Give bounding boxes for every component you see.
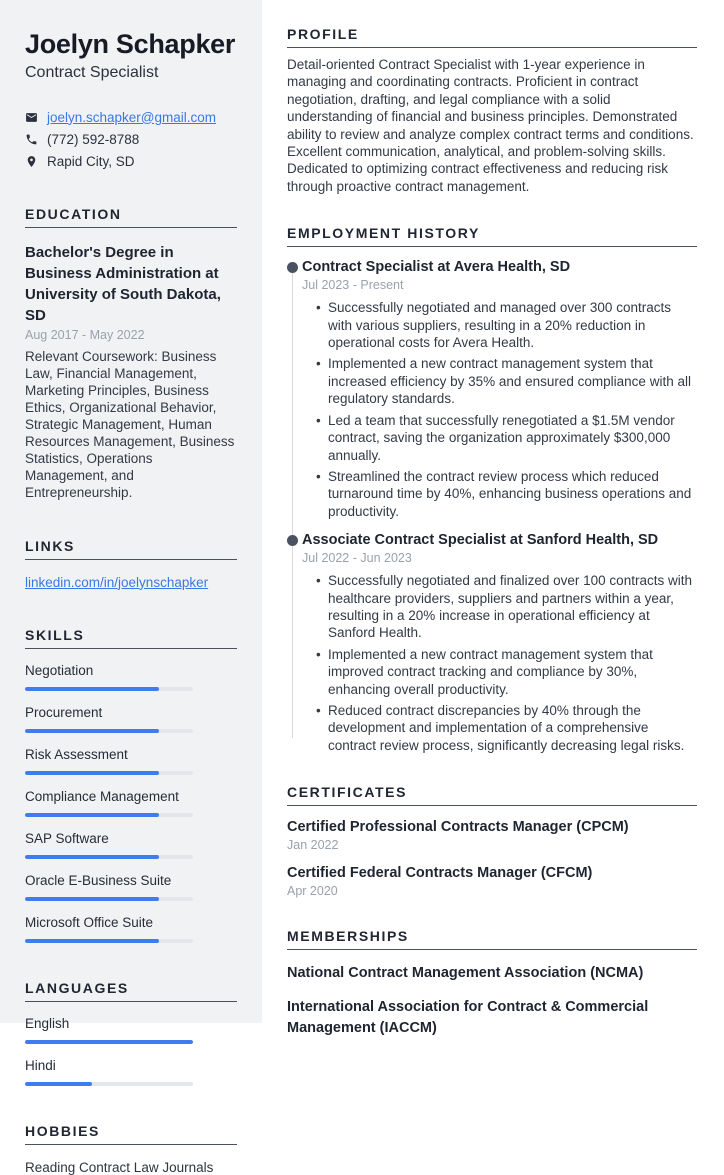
phone-number: (772) 592-8788 [47, 131, 140, 147]
job-bullet: • Implemented a new contract management system that increased efficiency by 35% and ensured compliance with all regulatory standards. [328, 355, 697, 407]
language-item [25, 1058, 237, 1086]
certificate-title: Certified Professional Contracts Manager (CPCM) [287, 819, 629, 836]
employment-heading: EMPLOYMENT HISTORY [287, 225, 697, 247]
education-degree: Bachelor's Degree in Business Administration at University of South Dakota, SD [25, 243, 221, 324]
skill-label: Microsoft Office Suite [25, 914, 154, 930]
hobbies-heading: HOBBIES [25, 1123, 237, 1145]
skill-bar-fill [25, 729, 159, 733]
profile-text: Detail-oriented Contract Specialist with 1-year experience in managing and coordinating contracts. Proficient in contract negotiation, drafting, and legal compliance with a solid understanding of financial and business principles. Demonstrated ability to review and analyze complex contract terms and conditions. Excellent communication, analytical, and problem-solving skills. Dedicated to optimizing contract effectiveness and reducing risk through proactive contract management. [287, 57, 694, 194]
language-label: Hindi [25, 1057, 56, 1073]
location-text: Rapid City, SD [47, 153, 135, 169]
language-bar [25, 1040, 193, 1044]
job-title: Contract Specialist at Avera Health, SD [302, 259, 571, 276]
skill-bar-fill [25, 897, 159, 901]
timeline-dot-icon [287, 262, 298, 273]
certificate-date: Jan 2022 [287, 838, 339, 853]
skill-bar [25, 897, 193, 901]
email-link[interactable]: joelyn.schapker@gmail.com [47, 109, 217, 125]
job-bullet: • Successfully negotiated and finalized over 100 contracts with healthcare providers, suppliers and partners within a year, resulting in a 20% increase in operational efficiency at Sanford Health. [328, 572, 697, 642]
job-date: Jul 2022 - Jun 2023 [302, 551, 412, 566]
skills-list [25, 663, 237, 943]
hobbies-text: Reading Contract Law Journals [25, 1159, 214, 1175]
membership-entry: International Association for Contract & Commercial Management (IACCM) [287, 999, 649, 1037]
contact-location-row [25, 154, 237, 169]
education-description: Relevant Coursework: Business Law, Financial Management, Marketing Principles, Business Ethics, Organizational Behavior, Strategic Management, Human Resources Management, Business Statistics, Operations Management, and Entrepreneurship. [25, 348, 235, 500]
job-bullet: • Led a team that successfully renegotiated a $1.5M vendor contract, saving the organization approximately $300,000 annually. [328, 412, 697, 464]
language-bar-fill [25, 1040, 193, 1044]
candidate-title: Contract Specialist [25, 63, 159, 81]
main-column [262, 0, 724, 1037]
skill-item [25, 915, 237, 943]
certificates-heading: CERTIFICATES [287, 784, 697, 806]
skill-item [25, 705, 237, 733]
skills-heading: SKILLS [25, 627, 237, 649]
mail-icon [25, 111, 38, 124]
links-heading: LINKS [25, 538, 237, 560]
skill-label: Compliance Management [25, 788, 179, 804]
skill-label: Negotiation [25, 662, 94, 678]
job-date: Jul 2023 - Present [302, 278, 404, 293]
language-label: English [25, 1015, 70, 1031]
phone-icon [25, 133, 38, 146]
membership-entry: National Contract Management Association (NCMA) [287, 965, 644, 982]
sidebar [0, 0, 262, 1175]
contact-block [25, 110, 237, 169]
job-entry [287, 532, 697, 754]
skill-bar-fill [25, 687, 159, 691]
skill-bar [25, 729, 193, 733]
skill-bar [25, 813, 193, 817]
employment-timeline [287, 259, 697, 754]
skill-item [25, 873, 237, 901]
certificate-entry [287, 865, 697, 898]
job-bullet: • Streamlined the contract review process which reduced turnaround time by 40%, enhancing business operations and productivity. [328, 468, 697, 520]
linkedin-link[interactable]: linkedin.com/in/joelynschapker [25, 574, 209, 590]
skill-label: Risk Assessment [25, 746, 128, 762]
language-bar [25, 1082, 193, 1086]
skill-item [25, 663, 237, 691]
skill-item [25, 789, 237, 817]
job-title: Associate Contract Specialist at Sanford Health, SD [302, 532, 659, 549]
memberships-heading: MEMBERSHIPS [287, 928, 697, 950]
job-bullet: • Reduced contract discrepancies by 40% through the development and implementation of a comprehensive contract review process, significantly decreasing legal risks. [328, 702, 697, 754]
languages-list [25, 1016, 237, 1086]
skill-item [25, 831, 237, 859]
skill-bar-fill [25, 939, 159, 943]
certificate-date: Apr 2020 [287, 884, 338, 899]
skill-item [25, 747, 237, 775]
education-heading: EDUCATION [25, 206, 237, 228]
skill-bar-fill [25, 855, 159, 859]
language-bar-fill [25, 1082, 92, 1086]
profile-heading: PROFILE [287, 26, 697, 48]
job-bullet-list [302, 572, 697, 754]
contact-email-row [25, 110, 237, 125]
skill-bar [25, 771, 193, 775]
timeline-dot-icon [287, 535, 298, 546]
skill-bar-fill [25, 813, 159, 817]
skill-label: Oracle E-Business Suite [25, 872, 172, 888]
skill-bar-fill [25, 771, 159, 775]
skill-label: SAP Software [25, 830, 109, 846]
skill-bar [25, 855, 193, 859]
certificate-entry [287, 819, 697, 852]
skill-bar [25, 687, 193, 691]
languages-heading: LANGUAGES [25, 980, 237, 1002]
certificate-title: Certified Federal Contracts Manager (CFCM) [287, 865, 593, 882]
location-pin-icon [25, 155, 38, 168]
skill-bar [25, 939, 193, 943]
job-bullet-list [302, 299, 697, 520]
language-item [25, 1016, 237, 1044]
links-list [25, 575, 237, 590]
job-entry [287, 259, 697, 520]
candidate-name: Joelyn Schapker [25, 29, 236, 59]
job-bullet: • Successfully negotiated and managed over 300 contracts with various suppliers, resulting in a 20% reduction in operational costs for Avera Health. [328, 299, 697, 351]
job-bullet: • Implemented a new contract management system that improved contract tracking and compliance by 30%, enhancing overall productivity. [328, 646, 697, 698]
skill-label: Procurement [25, 704, 103, 720]
education-date: Aug 2017 - May 2022 [25, 327, 145, 342]
contact-phone-row [25, 132, 237, 147]
